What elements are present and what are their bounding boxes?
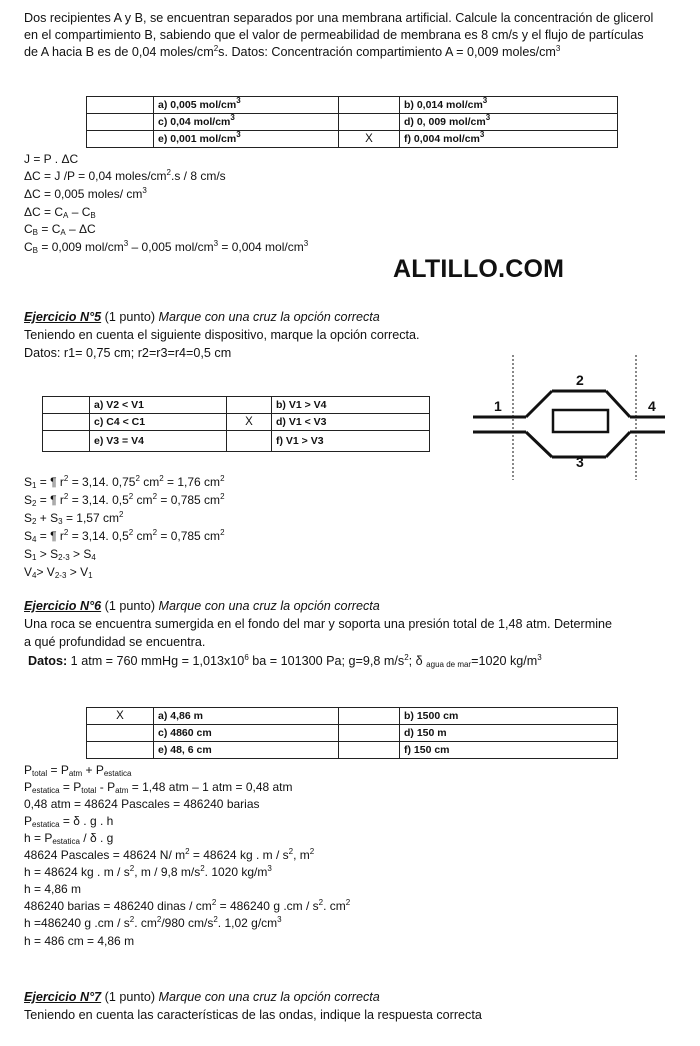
solution-line: $h = P_{estatica} / \delta$ . g xyxy=(24,831,114,846)
option-f[interactable]: f) 0,004 mol/$cm^3$ xyxy=(400,131,618,148)
answer-mark-cell[interactable] xyxy=(339,708,400,725)
table-row xyxy=(43,397,430,414)
table-row xyxy=(87,131,618,148)
table-row xyxy=(87,725,618,742)
exercise-6-text: Una roca se encuentra sumergida en el fondo del mar y soporta una presión total de 1,48 atm. Determine xyxy=(24,617,613,631)
table-row xyxy=(87,708,618,725)
solution-line: $P_{estatica} = \delta$ . g . h xyxy=(24,814,114,829)
option-e[interactable]: e) 0,001 mol/$cm^3$ xyxy=(154,131,339,148)
option-f[interactable]: f) 150 cm xyxy=(400,742,618,759)
answer-mark-cell[interactable]: X xyxy=(339,131,400,148)
exercise-6-heading: Ejercicio N°6 (1 punto) Marque con una cruz la opción correcta xyxy=(24,599,380,613)
exercise-6-text: a qué profundidad se encuentra. xyxy=(24,635,206,649)
table-row xyxy=(87,742,618,759)
option-e[interactable]: e) V3 = V4 xyxy=(90,431,227,452)
options-table-1 xyxy=(86,96,618,148)
intro-line-2: en el compartimiento B, sabiendo que el valor de permeabilidad de membrana es 8 cm/s y el flujo de partículas xyxy=(24,28,644,42)
exercise-6-data: Datos: 1 atm = 760 mmHg = $1,013x10^6$ ba = 101300 Pa; g=9,8 $m/s^2$; δ $_{agua de mar}$=1020 $kg/m^3$ xyxy=(28,653,542,669)
answer-mark-cell[interactable] xyxy=(87,114,154,131)
option-d[interactable]: d) 0, 009 mol/$cm^3$ xyxy=(400,114,618,131)
option-a[interactable]: a) 4,86 m xyxy=(154,708,339,725)
solution-line: $C_B = C_A - \Delta C$ xyxy=(24,222,96,237)
option-a[interactable]: a) 0,005 mol/$cm^3$ xyxy=(154,97,339,114)
solution-line: h = 48624 kg . m / $s^2$, m / 9,8 $m/s^2$. 1020 $kg/m^3$ xyxy=(24,864,272,879)
answer-mark-cell[interactable] xyxy=(87,725,154,742)
option-c[interactable]: c) 4860 cm xyxy=(154,725,339,742)
answer-mark-cell[interactable]: X xyxy=(87,708,154,725)
node-label-4: 4 xyxy=(648,398,656,414)
solution-line: $S_4$ = ¶ $r^2 = 3,14$. $0,5^2$ $cm^2 = 0,785$ $cm^2$ xyxy=(24,528,225,544)
solution-line: $S_1 > S_{2-3} > S_4$ xyxy=(24,547,96,562)
solution-line: $P_{estatica} = P_{total} - P_{atm} = 1,48$ atm – 1 atm = 0,48 atm xyxy=(24,780,293,795)
solution-line: ΔC = J /P = 0,04 moles/$cm^2.s / 8$ cm/s xyxy=(24,168,226,183)
solution-line: $S_2 + S_3 = 1,57$ $cm^2$ xyxy=(24,510,124,526)
solution-line: $S_1$ = ¶ $r^2 = 3,14$. 0,75$^2$ $cm^2 = 1,76$ $cm^2$ xyxy=(24,474,225,490)
table-row xyxy=(87,114,618,131)
solution-line: $P_{total} = P_{atm} + P_{estatica}$ xyxy=(24,763,132,778)
solution-line: 486240 barias = 486240 dinas / $cm^2 = 486240$ g .cm / $s^2$. $cm^2$ xyxy=(24,898,351,913)
option-c[interactable]: c) C4 < C1 xyxy=(90,414,227,431)
answer-mark-cell[interactable] xyxy=(339,97,400,114)
node-label-1: 1 xyxy=(494,398,502,414)
solution-line: $C_B = 0,009$ mol/$cm^3 - 0,005$ mol/$cm^3 = 0,004$ mol/$cm^3$ xyxy=(24,239,309,255)
option-d[interactable]: d) 150 m xyxy=(400,725,618,742)
node-label-3: 3 xyxy=(576,454,584,470)
answer-mark-cell[interactable] xyxy=(43,397,90,414)
table-row xyxy=(43,414,430,431)
node-label-2: 2 xyxy=(576,372,584,388)
answer-mark-cell[interactable] xyxy=(339,725,400,742)
answer-mark-cell[interactable] xyxy=(339,114,400,131)
answer-mark-cell[interactable] xyxy=(43,414,90,431)
intro-line-3: de A hacia B es de 0,04 moles/$cm^2s$. Datos: Concentración compartimiento A = 0,009 moles/$cm^3$ xyxy=(24,44,561,59)
option-a[interactable]: a) V2 < V1 xyxy=(90,397,227,414)
altillo-watermark: ALTILLO.COM xyxy=(393,255,565,283)
table-row xyxy=(87,97,618,114)
answer-mark-cell[interactable] xyxy=(339,742,400,759)
answer-mark-cell[interactable] xyxy=(87,97,154,114)
solution-line: $\Delta C = C_A - C_B$ xyxy=(24,205,96,220)
option-c[interactable]: c) 0,04 mol/$cm^3$ xyxy=(154,114,339,131)
intro-line-1: Dos recipientes A y B, se encuentran separados por una membrana artificial. Calcule la concentración de glicerol xyxy=(24,11,654,25)
options-table-6 xyxy=(86,707,618,759)
answer-mark-cell[interactable]: X xyxy=(227,414,272,431)
solution-line: $S_2$ = ¶ $r^2 = 3,14$. $0,5^2$ $cm^2 = 0,785$ $cm^2$ xyxy=(24,492,225,508)
solution-line: J = P . ΔC xyxy=(24,152,79,166)
option-f[interactable]: f) V1 > V3 xyxy=(272,431,430,452)
answer-mark-cell[interactable] xyxy=(227,431,272,452)
options-table-5 xyxy=(42,396,430,452)
answer-mark-cell[interactable] xyxy=(227,397,272,414)
table-row xyxy=(43,431,430,452)
solution-line: h =486240 g .cm / $s^2$. $cm^2/980$ $cm/s^2$. 1,02 $g/cm^3$ xyxy=(24,915,282,930)
exercise-5-text: Teniendo en cuenta el siguiente dispositivo, marque la opción correcta. xyxy=(24,328,420,342)
answer-mark-cell[interactable] xyxy=(87,131,154,148)
exercise-7-text: Teniendo en cuenta las características de las ondas, indique la respuesta correcta xyxy=(24,1008,482,1022)
solution-line: 48624 Pascales = 48624 N/ $m^2 = 48624$ kg . m / $s^2$, $m^2$ xyxy=(24,847,315,862)
solution-line: 0,48 atm = 48624 Pascales = 486240 barias xyxy=(24,797,260,811)
option-b[interactable]: b) 1500 cm xyxy=(400,708,618,725)
solution-line: h = 486 cm = 4,86 m xyxy=(24,934,135,948)
answer-mark-cell[interactable] xyxy=(43,431,90,452)
option-d[interactable]: d) V1 < V3 xyxy=(272,414,430,431)
answer-mark-cell[interactable] xyxy=(87,742,154,759)
solution-line: $V_4> V_{2-3} > V_1$ xyxy=(24,565,93,580)
exercise-5-heading: Ejercicio N°5 (1 punto) Marque con una cruz la opción correcta xyxy=(24,310,380,324)
exercise-7-heading: Ejercicio N°7 (1 punto) Marque con una cruz la opción correcta xyxy=(24,990,380,1004)
option-b[interactable]: b) 0,014 mol/$cm^3$ xyxy=(400,97,618,114)
solution-line: ΔC = 0,005 moles/ $cm^3$ xyxy=(24,186,147,201)
option-b[interactable]: b) V1 > V4 xyxy=(272,397,430,414)
exercise-5-data: Datos: r1= 0,75 cm; r2=r3=r4=0,5 cm xyxy=(24,346,232,360)
option-e[interactable]: e) 48, 6 cm xyxy=(154,742,339,759)
solution-line: h = 4,86 m xyxy=(24,882,82,896)
pipe-diagram xyxy=(470,355,670,485)
